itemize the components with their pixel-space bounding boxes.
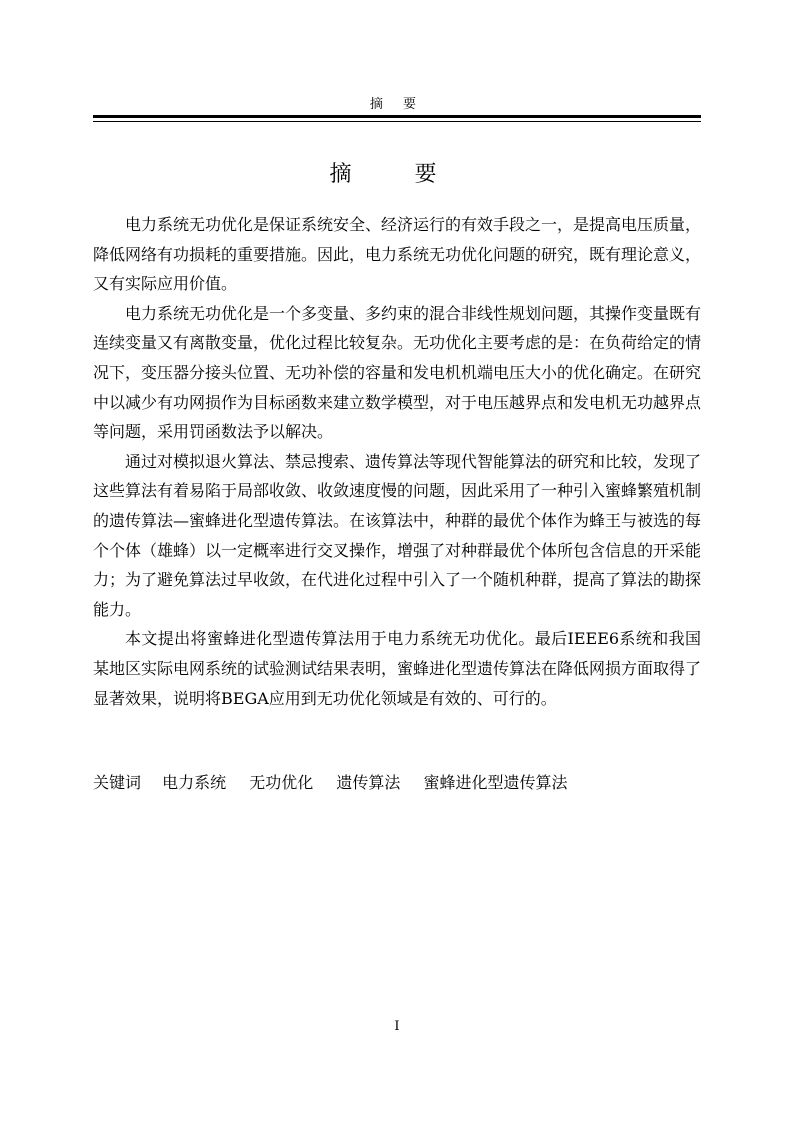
page-number: I: [394, 1019, 400, 1034]
running-header: 摘 要: [369, 97, 425, 112]
keyword-item: 无功优化: [249, 773, 314, 792]
header-rule-thin: [93, 121, 701, 122]
paragraph-1: 电力系统无功优化是保证系统安全、经济运行的有效手段之一，是提高电压质量，降低网络有功损耗的重要措施。因此，电力系统无功优化问题的研究，既有理论意义，又有实际应用价值。: [93, 215, 702, 294]
keyword-item: 遗传算法: [336, 773, 401, 792]
paragraph-4: 本文提出将蜜蜂进化型遗传算法用于电力系统无功优化。最后IEEE6系统和我国某地区实际电网系统的试验测试结果表明，蜜蜂进化型遗传算法在降低网损方面取得了显著效果，说明将BEGA应用到无功优化领域是有效的、可行的。: [93, 629, 702, 708]
keyword-item: 蜜蜂进化型遗传算法: [423, 773, 568, 792]
keyword-item: 电力系统: [162, 773, 227, 792]
paragraph-3: 通过对模拟退火算法、禁忌搜索、遗传算法等现代智能算法的研究和比较，发现了这些算法有着易陷于局部收敛、收敛速度慢的问题，因此采用了一种引入蜜蜂繁殖机制的遗传算法—蜜蜂进化型遗传算法。在该算法中，种群的最优个体作为蜂王与被选的每个个体（雄蜂）以一定概率进行交叉操作，增强了对种群最优个体所包含信息的开采能力；为了避免算法过早收敛，在代进化过程中引入了一个随机种群，提高了算法的勘探能力。: [93, 451, 702, 619]
header-rule-thick: [93, 115, 701, 118]
keywords-line: [93, 770, 701, 793]
paragraph-2: 电力系统无功优化是一个多变量、多约束的混合非线性规划问题，其操作变量既有连续变量又有离散变量，优化过程比较复杂。无功优化主要考虑的是：在负荷给定的情况下，变压器分接头位置、无功补偿的容量和发电机机端电压大小的优化确定。在研究中以减少有功网损作为目标函数来建立数学模型，对于电压越界点和发电机无功越界点等问题，采用罚函数法予以解决。: [93, 303, 702, 442]
keywords-label: 关键词: [93, 773, 142, 792]
abstract-body: [93, 210, 701, 713]
page-title: 摘 要: [329, 162, 465, 187]
